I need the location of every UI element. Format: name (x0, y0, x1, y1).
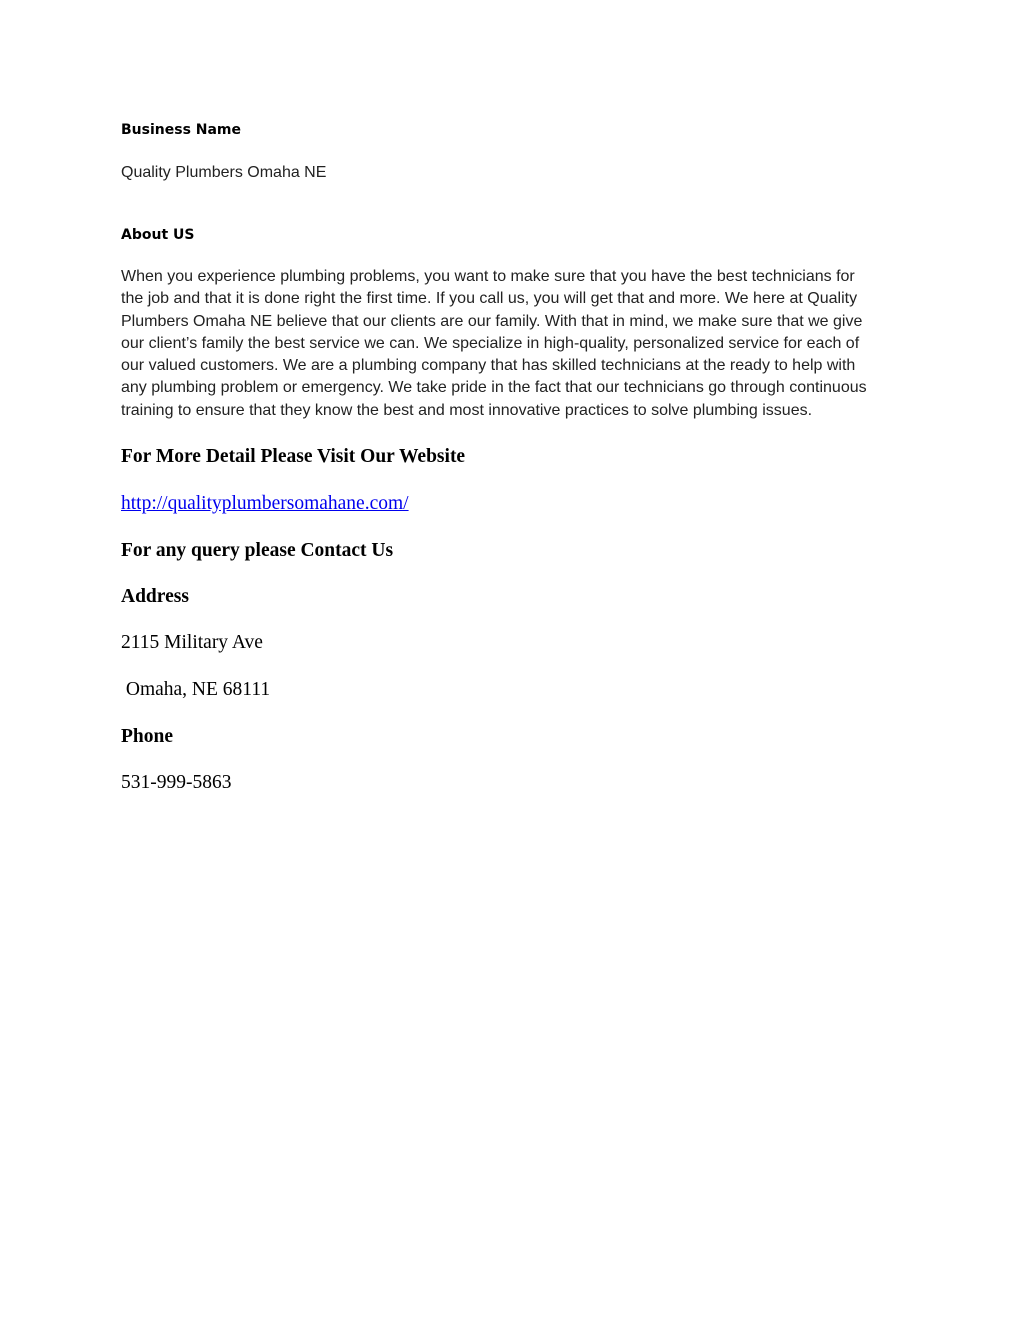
about-line: our valued customers. We are a plumbing company that has skilled technicians at the ready to help with (121, 357, 856, 375)
about-paragraph (121, 266, 906, 422)
about-label: About US (121, 227, 195, 243)
about-line: our client’s family the best service we can. We specialize in high-quality, personalized service for each of (121, 334, 860, 352)
about-line: When you experience plumbing problems, you want to make sure that you have the best technicians for (121, 268, 855, 285)
phone-label: Phone (121, 726, 174, 747)
about-line: the job and that it is done right the first time. If you call us, you will get that and more. We here at Quality (121, 290, 858, 308)
business-name-value: Quality Plumbers Omaha NE (121, 164, 327, 181)
contact-heading: For any query please Contact Us (121, 540, 394, 561)
website-link[interactable]: http://qualityplumbersomahane.com/ (121, 493, 409, 514)
address-line-1: 2115 Military Ave (121, 632, 263, 653)
about-line: training to ensure that they know the best and most innovative practices to solve plumbing issues. (121, 401, 813, 419)
address-line-2: Omaha, NE 68111 (121, 679, 271, 700)
business-name-label: Business Name (121, 122, 242, 138)
about-line: any plumbing problem or emergency. We take pride in the fact that our technicians go through continuous (121, 379, 867, 397)
website-heading: For More Detail Please Visit Our Website (121, 446, 466, 467)
phone-value: 531-999-5863 (121, 772, 232, 793)
address-label: Address (121, 586, 189, 607)
about-line: Plumbers Omaha NE believe that our clients are our family. With that in mind, we make sure that we give (121, 312, 863, 330)
